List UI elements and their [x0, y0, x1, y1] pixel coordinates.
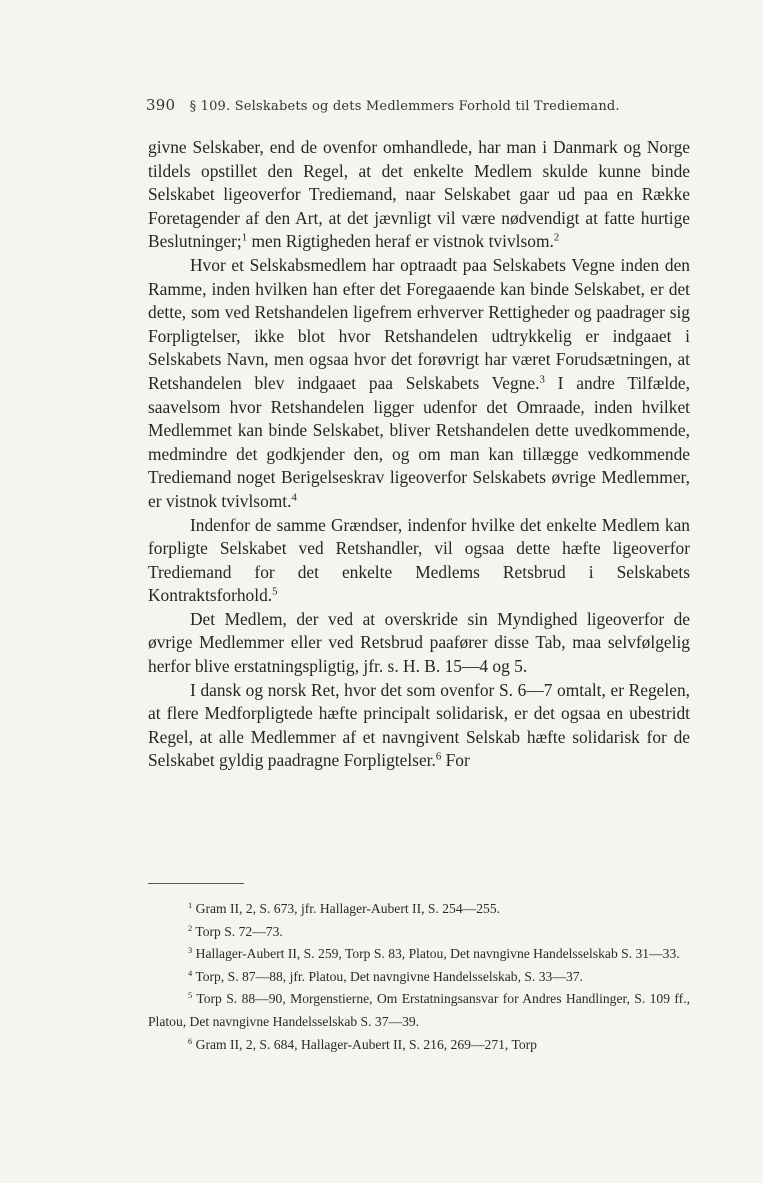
footnote-2 — [148, 921, 690, 944]
paragraph-1 — [148, 136, 690, 254]
footnote-ref-2: 2 — [553, 231, 560, 244]
footnotes — [148, 898, 690, 1056]
paragraph-4 — [148, 608, 690, 679]
footnote-text: Torp S. 88—90, Morgenstierne, Om Erstatningsansvar for Andres Handlinger, S. 109 ff., Platou, Det navngivne Handelsselskab S. 37—39. — [148, 991, 690, 1029]
page-number: 390 — [146, 96, 176, 114]
footnote-mark: 4 — [188, 967, 193, 978]
footnote-ref-1: 1 — [241, 231, 248, 244]
paragraph-2-text-b: I andre Tilfælde, saavelsom hvor Retshandelen ligger udenfor det Omraade, inden hvilket Medlemmet kan binde Selskabet, bliver Retshandelen dette uvedkommende, medmindre det godkjender den, og om man kan tillægge vedkommende Trediemand noget Berigelseskrav ligeoverfor Selskabets øvrige Medlemmer, er vistnok tvivlsomt. — [148, 372, 690, 511]
footnote-mark: 2 — [188, 922, 193, 933]
footnote-3 — [148, 943, 690, 966]
footnote-ref-3: 3 — [539, 373, 545, 386]
paragraph-1-text: givne Selskaber, end de ovenfor omhandlede, har man i Danmark og Norge tildels opstillet den Regel, at det enkelte Medlem skulde kunne binde Selskabet ligeoverfor Trediemand, naar Selskabet gaar ud paa en Række Foretagender af den Art, at det jævnligt vil være nødvendigt at fatte hurtige Beslutninger; — [148, 137, 690, 252]
footnote-6 — [148, 1034, 690, 1057]
running-header — [146, 96, 646, 114]
paragraph-5-tail: For — [445, 750, 470, 771]
footnote-ref-6: 6 — [435, 750, 442, 763]
paragraph-1-tail: men Rigtigheden heraf er vistnok tvivlsom. — [251, 231, 554, 252]
paragraph-5 — [148, 679, 690, 773]
paragraph-4-text: Det Medlem, der ved at overskride sin Myndighed ligeoverfor de øvrige Medlemmer eller ved Retsbrud paafører disse Tab, maa selvfølgelig herfor blive erstatningspligtig, jfr. s. H. B. 15—4 og 5. — [148, 608, 690, 677]
paragraph-2 — [148, 254, 690, 514]
running-title: § 109. Selskabets og dets Medlemmers Forhold til Trediemand. — [189, 99, 620, 114]
footnote-text: Torp, S. 87—88, jfr. Platou, Det navngivne Handelsselskab, S. 33—37. — [195, 968, 583, 984]
footnote-1 — [148, 898, 690, 921]
footnote-text: Hallager-Aubert II, S. 259, Torp S. 83, Platou, Det navngivne Handelsselskab S. 31—33. — [195, 946, 680, 962]
footnote-mark: 3 — [188, 945, 193, 956]
paragraph-2-text-a: Hvor et Selskabsmedlem har optraadt paa Selskabets Vegne inden den Ramme, inden hvilken han efter det Foregaaende kan binde Selskabet, er det dette, som ved Retshandelen ligefrem erhverver Rettigheder og paadrager sig Forpligtelser, ikke blot hvor Retshandelen udtrykkelig er indgaaet i Selskabets Navn, men ogsaa hvor det forøvrigt har været Forudsætningen, at Retshandelen blev indgaaet paa Selskabets Vegne. — [148, 254, 690, 393]
paragraph-5-text: I dansk og norsk Ret, hvor det som ovenfor S. 6—7 omtalt, er Regelen, at flere Medforpligtede hæfte principalt solidarisk, er det ogsaa en ubestridt Regel, at alle Medlemmer af et navngivent Selskab hæfte solidarisk for de Selskabet gyldig paadragne Forpligtelser. — [148, 679, 690, 771]
footnote-ref-4: 4 — [291, 491, 297, 504]
paragraph-3 — [148, 514, 690, 608]
footnote-text: Gram II, 2, S. 673, jfr. Hallager-Aubert II, S. 254—255. — [195, 901, 501, 916]
footnote-mark: 1 — [188, 899, 193, 910]
footnote-mark: 6 — [188, 1035, 193, 1046]
footnote-5 — [148, 988, 690, 1033]
body-text — [148, 136, 690, 773]
footnote-ref-5: 5 — [272, 585, 278, 598]
footnote-4 — [148, 966, 690, 989]
footnote-mark: 5 — [188, 990, 193, 1001]
footnote-text: Gram II, 2, S. 684, Hallager-Aubert II, S. 216, 269—271, Torp — [195, 1036, 537, 1052]
footnote-text: Torp S. 72—73. — [195, 923, 283, 939]
footnote-divider — [148, 883, 244, 884]
paragraph-3-text: Indenfor de samme Grændser, indenfor hvilke det enkelte Medlem kan forpligte Selskabet ved Retshandler, vil ogsaa dette hæfte ligeoverfor Trediemand for det enkelte Medlems Retsbrud i Selskabets Kontraktsforhold. — [148, 514, 690, 606]
